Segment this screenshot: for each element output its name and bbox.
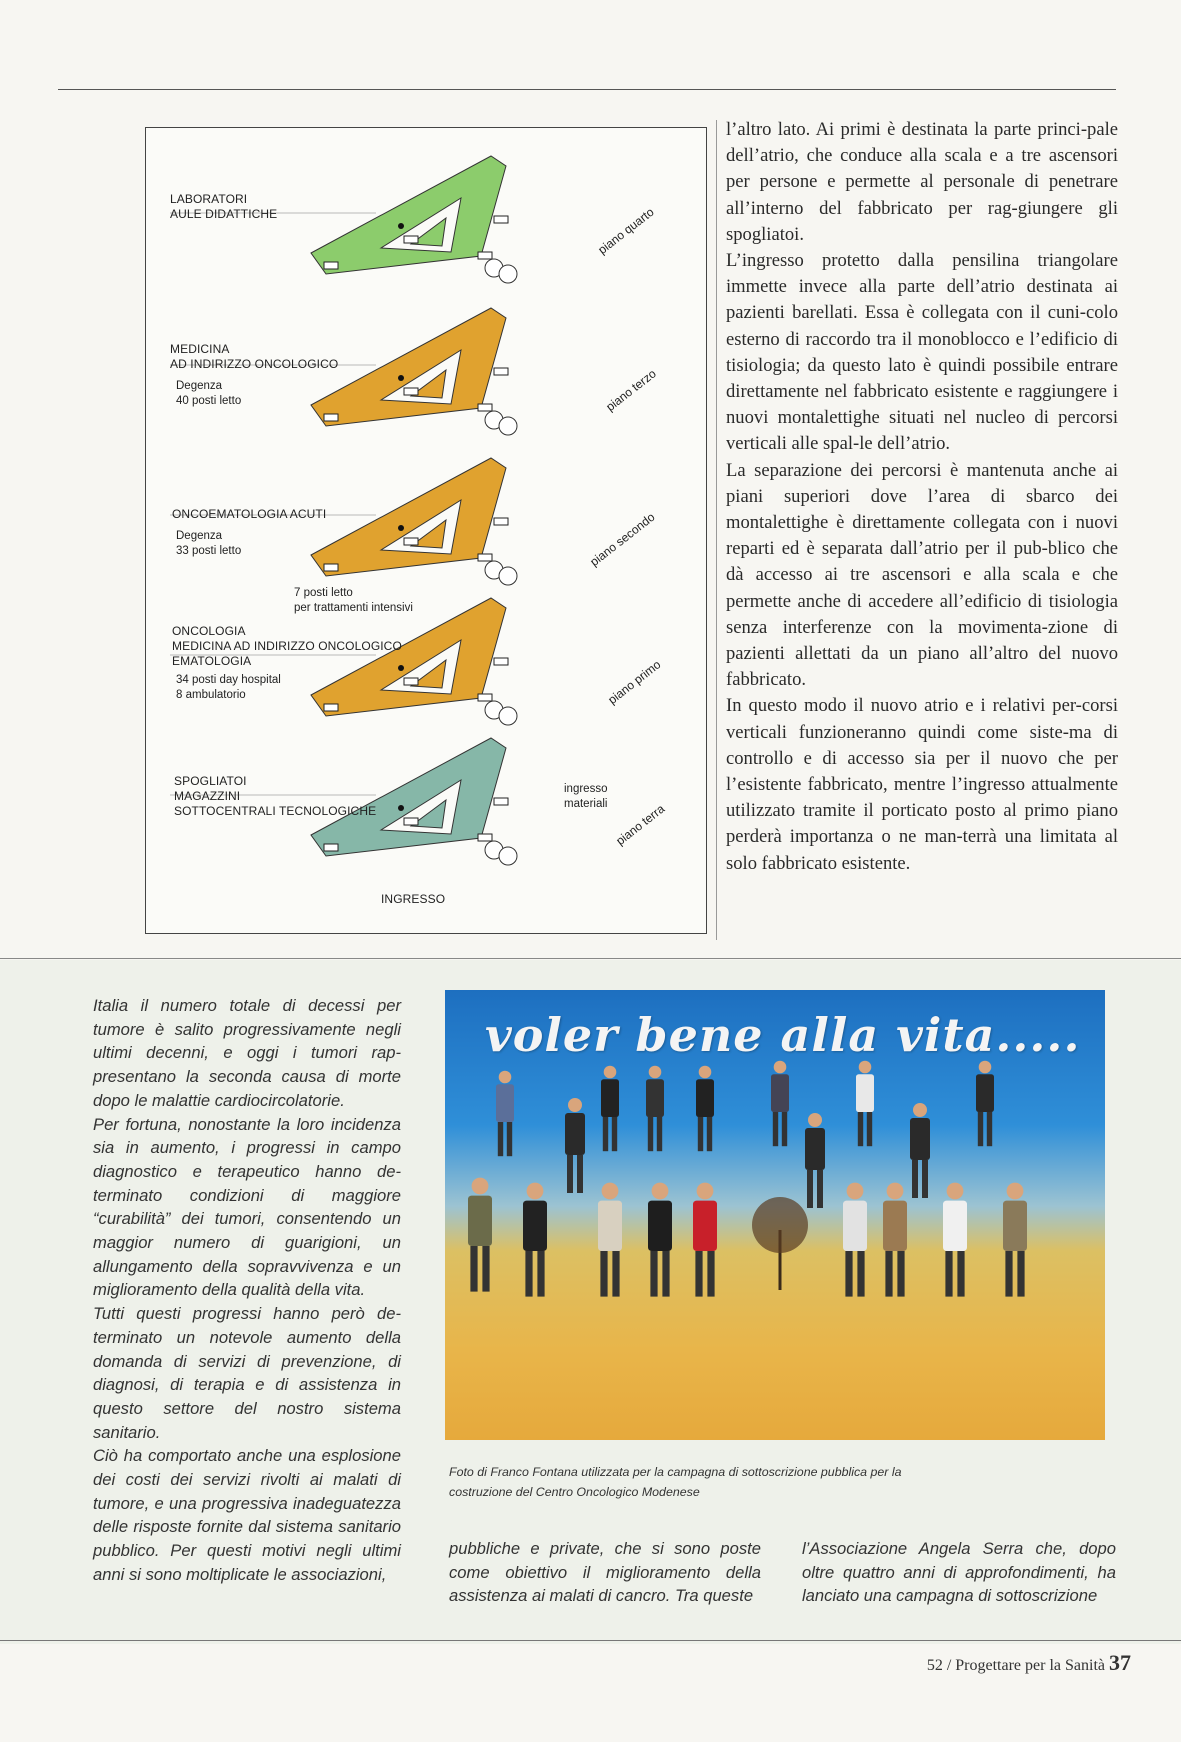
box-column-b: pubbliche e private, che si sono poste come obiettivo il miglioramento della assistenza ai malati di cancro. Tra queste	[449, 1539, 761, 1606]
person-icon	[696, 1066, 714, 1152]
person-icon	[565, 1098, 585, 1193]
box-column-a	[93, 994, 401, 1587]
top-rule	[58, 89, 1116, 90]
paragraph: Tutti questi progressi hanno però de-terminato un notevole aumento della domanda di servizi di prevenzione, di diagnosi, di terapia e di assistenza in questo settore del nostro sistema sanitario.	[93, 1304, 401, 1442]
label-primo: ONCOLOGIA MEDICINA AD INDIRIZZO ONCOLOGICO EMATOLOGIA	[172, 624, 402, 668]
plane-secondo: piano secondo	[587, 509, 658, 569]
sub-terzo: Degenza 40 posti letto	[176, 380, 242, 407]
column-separator	[716, 120, 717, 940]
person-icon	[648, 1183, 672, 1297]
paragraph: Ciò ha comportato anche una esplosione dei costi dei servizi rivolti ai malati di tumore, e una progressiva inadeguatezza delle risposte fornite dal sistema sanitario pubblico. Per questi motivi negli ultimi anni si sono moltiplicate le associazioni,	[93, 1446, 401, 1584]
person-icon	[805, 1113, 825, 1208]
article-right-column	[726, 117, 1118, 877]
label-terra: SPOGLIATOI MAGAZZINI SOTTOCENTRALI TECNOLOGICHE	[174, 774, 377, 818]
paragraph: La separazione dei percorsi è mantenuta anche ai piani superiori dove l’area di sbarco dei montalettighe è direttamente collegata con i nuovi reparti ed è separata dall’atrio per il pub-blico che dà accesso ai tre ascensori e alla scala e che permette anche di accedere all’edificio di tisiologia senza interferenze con la movimenta-zione di pazienti allettati da un piano all’altro del nuovo fabbricato.	[726, 459, 1118, 691]
page-number: 37	[1109, 1650, 1131, 1675]
person-icon	[976, 1061, 994, 1147]
person-icon	[910, 1103, 930, 1198]
person-icon	[693, 1183, 717, 1297]
tree-icon	[752, 1197, 808, 1290]
person-icon	[943, 1183, 967, 1297]
plane-terra: piano terra	[613, 801, 668, 848]
person-icon	[598, 1183, 622, 1297]
paragraph: In questo modo il nuovo atrio e i relativi per-corsi verticali funzioneranno quindi come siste-ma di controllo e di accesso sia per il nuovo che per l’esistente fabbricato, mentre l’ingresso attualmente utilizzato tramite il porticato posto al primo piano perderà importanza o ne man-terrà una limitata al solo fabbricato esistente.	[726, 695, 1118, 874]
paragraph: Per fortuna, nonostante la loro incidenza sia in aumento, i progressi in campo diagnostico e terapeutico hanno de-terminato condizioni di maggiore “curabilità” dei tumori, consentendo un maggior numero di guarigioni, un allungamento della sopravvivenza e un miglioramento della qualità della vita.	[93, 1114, 401, 1300]
photo-title: voler bene alla vita.....	[485, 1008, 1081, 1062]
bottom-rule	[0, 1640, 1181, 1641]
floor-plan-figure	[145, 127, 707, 934]
person-icon	[883, 1183, 907, 1297]
label-ingresso-materiali: ingresso materiali	[564, 783, 608, 810]
plane-primo: piano primo	[605, 657, 664, 707]
issue-label: 52 / Progettare per la Sanità	[926, 1657, 1105, 1674]
person-icon	[1003, 1183, 1027, 1297]
label-intensive: 7 posti letto per trattamenti intensivi	[294, 587, 413, 614]
label-ingresso: INGRESSO	[381, 892, 446, 906]
plane-terzo: piano terzo	[603, 366, 659, 414]
label-secondo: ONCOEMATOLOGIA ACUTI	[172, 507, 327, 521]
person-icon	[601, 1066, 619, 1152]
page-footer	[927, 1650, 1131, 1676]
label-terzo: MEDICINA AD INDIRIZZO ONCOLOGICO	[170, 342, 339, 371]
paragraph: l’altro lato. Ai primi è destinata la parte princi-pale dell’atrio, che conduce alla scala e a tre ascensori per persone e permette al personale di penetrare all’interno del fabbricato per rag-giungere gli spogliatoi.	[726, 119, 1118, 245]
sub-secondo: Degenza 33 posti letto	[176, 530, 242, 557]
person-icon	[523, 1183, 547, 1297]
person-icon	[771, 1061, 789, 1147]
section-rule	[0, 958, 1181, 959]
paragraph: Italia il numero totale di decessi per tumore è salito progressivamente negli ultimi decenni, e oggi i tumori rap-presentano la seconda causa di morte dopo le malattie cardiocircolatorie.	[93, 996, 401, 1110]
campaign-photo	[445, 990, 1105, 1440]
person-icon	[843, 1183, 867, 1297]
paragraph: L’ingresso protetto dalla pensilina triangolare immette invece alla parte dell’atrio destinata ai pazienti barellati. Essa è collegata con il cuni-colo esterno di raccordo tra il monoblocco e l’edificio di tisiologia; da questo lato è quindi possibile entrare direttamente nel fabbricato esistente e raggiungere i nuovi montalettighe situati nel nucleo di percorsi verticali alle spal-le dell’atrio.	[726, 250, 1118, 455]
label-quarto: LABORATORI AULE DIDATTICHE	[170, 192, 278, 221]
sub-primo: 34 posti day hospital 8 ambulatorio	[176, 674, 281, 701]
box-column-c: l’Associazione Angela Serra che, dopo oltre quattro anni di approfondimenti, ha lanciato una campagna di sottoscrizione	[802, 1539, 1116, 1606]
person-icon	[468, 1178, 492, 1292]
plane-quarto: piano quarto	[595, 204, 657, 257]
person-icon	[856, 1061, 874, 1147]
person-icon	[646, 1066, 664, 1152]
photo-caption: Foto di Franco Fontana utilizzata per la campagna di sottoscrizione pubblica per la costruzione del Centro Oncologico Modenese	[449, 1465, 902, 1499]
person-icon	[496, 1071, 514, 1157]
